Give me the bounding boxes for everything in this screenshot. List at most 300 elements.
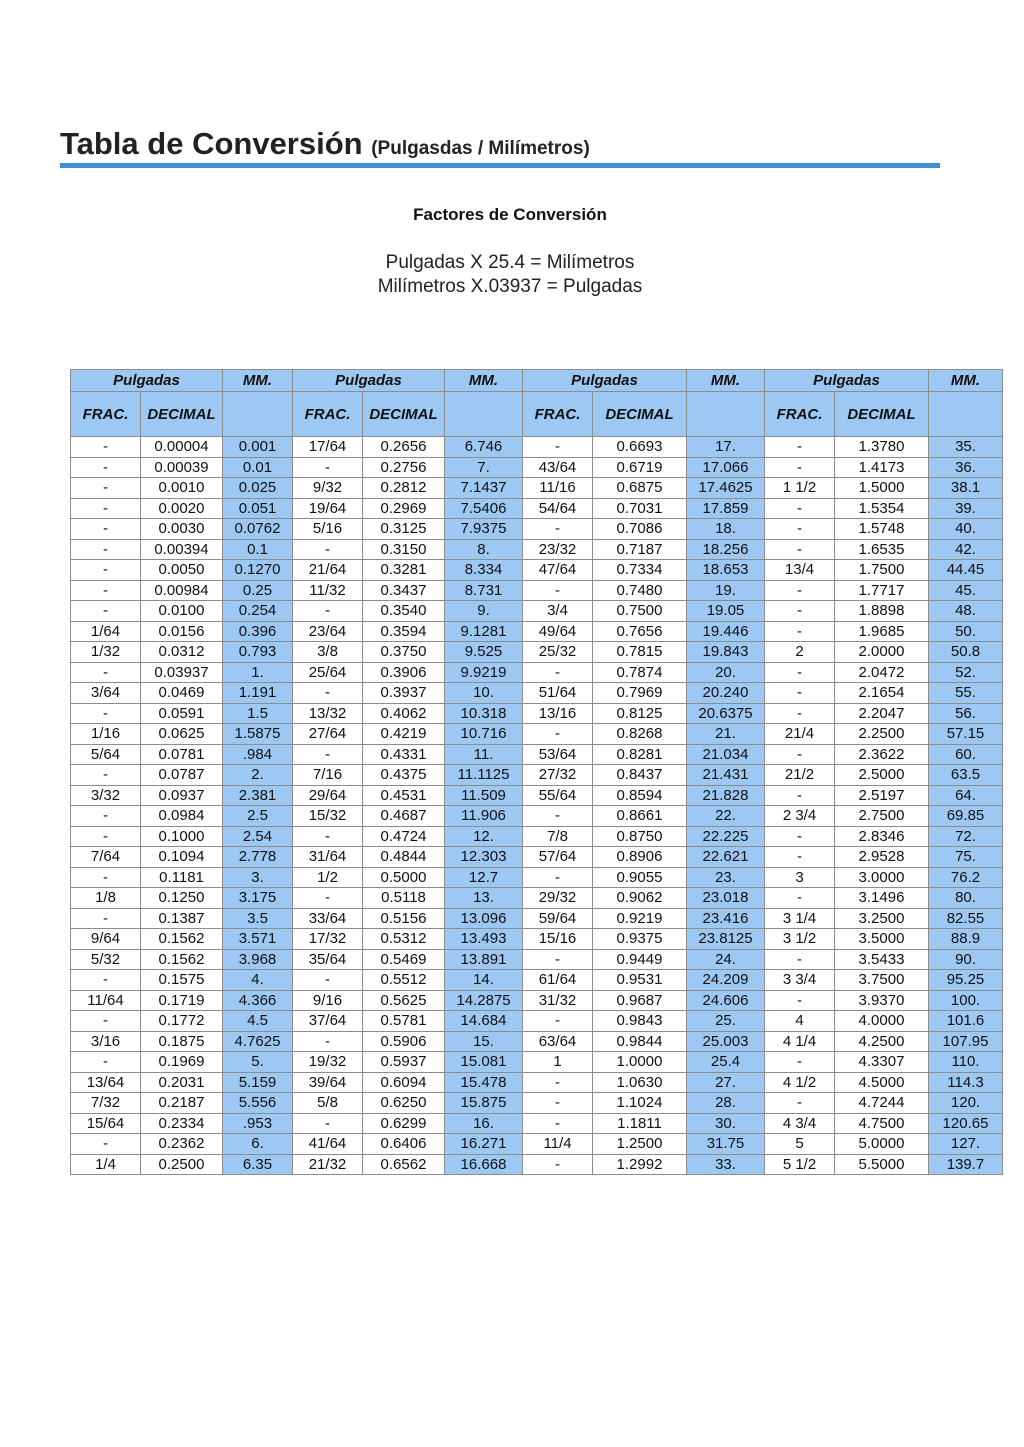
mm-cell-1: 5.159 bbox=[223, 1072, 293, 1093]
mm-cell-2: 11.1125 bbox=[445, 765, 523, 786]
decimal-cell-2: 0.2812 bbox=[363, 478, 445, 499]
mm-cell-4: 90. bbox=[929, 949, 1003, 970]
table-row bbox=[71, 1093, 1003, 1114]
mm-cell-1: 0.1 bbox=[223, 539, 293, 560]
decimal-cell-3: 0.8906 bbox=[593, 847, 687, 868]
mm-cell-4: 72. bbox=[929, 826, 1003, 847]
decimal-cell-4: 2.0472 bbox=[835, 662, 929, 683]
frac-cell-4: 4 1/2 bbox=[765, 1072, 835, 1093]
frac-cell-4: 4 1/4 bbox=[765, 1031, 835, 1052]
frac-cell-4: 3 1/2 bbox=[765, 929, 835, 950]
table-row bbox=[71, 580, 1003, 601]
mm-cell-2: 10. bbox=[445, 683, 523, 704]
decimal-cell-1: 0.1250 bbox=[141, 888, 223, 909]
decimal-cell-1: 0.0625 bbox=[141, 724, 223, 745]
decimal-cell-1: 0.0156 bbox=[141, 621, 223, 642]
group-header-4: Pulgadas bbox=[765, 370, 929, 392]
frac-cell-4: - bbox=[765, 662, 835, 683]
table-row bbox=[71, 478, 1003, 499]
mm-cell-3: 20.6375 bbox=[687, 703, 765, 724]
mm-cell-4: 52. bbox=[929, 662, 1003, 683]
mm-cell-1: 0.1270 bbox=[223, 560, 293, 581]
table-row bbox=[71, 1072, 1003, 1093]
frac-cell-4: - bbox=[765, 601, 835, 622]
decimal-cell-4: 2.3622 bbox=[835, 744, 929, 765]
mm-cell-3: 18. bbox=[687, 519, 765, 540]
mm-cell-2: 7.1437 bbox=[445, 478, 523, 499]
decimal-cell-2: 0.5156 bbox=[363, 908, 445, 929]
frac-cell-1: 1/32 bbox=[71, 642, 141, 663]
frac-cell-3: 25/32 bbox=[523, 642, 593, 663]
frac-cell-4: - bbox=[765, 437, 835, 458]
mm-cell-2: 8.334 bbox=[445, 560, 523, 581]
decimal-cell-2: 0.4331 bbox=[363, 744, 445, 765]
decimal-cell-4: 2.8346 bbox=[835, 826, 929, 847]
decimal-cell-2: 0.6562 bbox=[363, 1154, 445, 1175]
frac-cell-3: 53/64 bbox=[523, 744, 593, 765]
frac-cell-3: - bbox=[523, 580, 593, 601]
decimal-cell-3: 0.6875 bbox=[593, 478, 687, 499]
mm-cell-3: 21.034 bbox=[687, 744, 765, 765]
mm-cell-2: 11. bbox=[445, 744, 523, 765]
mm-cell-3: 20. bbox=[687, 662, 765, 683]
decimal-cell-4: 2.2500 bbox=[835, 724, 929, 745]
mm-cell-3: 21.828 bbox=[687, 785, 765, 806]
decimal-cell-2: 0.4531 bbox=[363, 785, 445, 806]
frac-cell-4: 1 1/2 bbox=[765, 478, 835, 499]
factor-inches-to-mm: Pulgadas X 25.4 = Milímetros bbox=[385, 252, 635, 273]
mm-cell-2: 16. bbox=[445, 1113, 523, 1134]
mm-cell-3: 24.209 bbox=[687, 970, 765, 991]
decimal-cell-3: 0.7874 bbox=[593, 662, 687, 683]
decimal-cell-1: 0.0030 bbox=[141, 519, 223, 540]
mm-cell-1: 6.35 bbox=[223, 1154, 293, 1175]
frac-cell-2: 19/32 bbox=[293, 1052, 363, 1073]
decimal-cell-4: 1.5354 bbox=[835, 498, 929, 519]
frac-cell-3: - bbox=[523, 867, 593, 888]
frac-cell-1: - bbox=[71, 1134, 141, 1155]
decimal-cell-1: 0.0591 bbox=[141, 703, 223, 724]
frac-cell-3: 54/64 bbox=[523, 498, 593, 519]
mm-cell-4: 40. bbox=[929, 519, 1003, 540]
frac-cell-2: 7/16 bbox=[293, 765, 363, 786]
decimal-cell-3: 1.2500 bbox=[593, 1134, 687, 1155]
decimal-cell-3: 1.1024 bbox=[593, 1093, 687, 1114]
frac-cell-2: 5/8 bbox=[293, 1093, 363, 1114]
table-row bbox=[71, 990, 1003, 1011]
frac-cell-3: - bbox=[523, 949, 593, 970]
frac-cell-3: 7/8 bbox=[523, 826, 593, 847]
frac-cell-1: - bbox=[71, 580, 141, 601]
decimal-cell-4: 4.7244 bbox=[835, 1093, 929, 1114]
frac-cell-3: - bbox=[523, 437, 593, 458]
mm-cell-1: 1.5 bbox=[223, 703, 293, 724]
frac-cell-1: 9/64 bbox=[71, 929, 141, 950]
decimal-cell-2: 0.4724 bbox=[363, 826, 445, 847]
decimal-cell-2: 0.4687 bbox=[363, 806, 445, 827]
decimal-cell-2: 0.5937 bbox=[363, 1052, 445, 1073]
table-row bbox=[71, 621, 1003, 642]
mm-cell-3: 18.256 bbox=[687, 539, 765, 560]
frac-cell-1: - bbox=[71, 908, 141, 929]
decimal-cell-4: 1.5000 bbox=[835, 478, 929, 499]
mm-cell-3: 17.4625 bbox=[687, 478, 765, 499]
table-row bbox=[71, 683, 1003, 704]
mm-cell-3: 19.843 bbox=[687, 642, 765, 663]
conversion-table bbox=[70, 369, 1003, 1175]
frac-cell-2: - bbox=[293, 1113, 363, 1134]
decimal-cell-3: 0.8281 bbox=[593, 744, 687, 765]
mm-cell-1: 2. bbox=[223, 765, 293, 786]
frac-cell-4: 3 bbox=[765, 867, 835, 888]
frac-cell-3: - bbox=[523, 1113, 593, 1134]
table-row bbox=[71, 1113, 1003, 1134]
frac-cell-4: - bbox=[765, 1052, 835, 1073]
decimal-cell-1: 0.1719 bbox=[141, 990, 223, 1011]
frac-cell-3: 63/64 bbox=[523, 1031, 593, 1052]
decimal-cell-1: 0.0781 bbox=[141, 744, 223, 765]
table-row bbox=[71, 457, 1003, 478]
decimal-cell-2: 0.3281 bbox=[363, 560, 445, 581]
mm-header-1: MM. bbox=[223, 370, 293, 392]
frac-header-4: FRAC. bbox=[765, 392, 835, 437]
decimal-cell-1: 0.0010 bbox=[141, 478, 223, 499]
table-row bbox=[71, 601, 1003, 622]
mm-cell-4: 56. bbox=[929, 703, 1003, 724]
decimal-cell-4: 3.9370 bbox=[835, 990, 929, 1011]
mm-cell-2: 12.303 bbox=[445, 847, 523, 868]
frac-cell-4: 21/4 bbox=[765, 724, 835, 745]
mm-subheader-1 bbox=[223, 392, 293, 437]
title-divider bbox=[60, 163, 940, 168]
decimal-header-4: DECIMAL bbox=[835, 392, 929, 437]
frac-cell-1: - bbox=[71, 1052, 141, 1073]
mm-cell-2: 8.731 bbox=[445, 580, 523, 601]
mm-cell-2: 15.478 bbox=[445, 1072, 523, 1093]
decimal-cell-4: 4.5000 bbox=[835, 1072, 929, 1093]
table-row bbox=[71, 847, 1003, 868]
mm-cell-4: 36. bbox=[929, 457, 1003, 478]
decimal-cell-3: 1.1811 bbox=[593, 1113, 687, 1134]
decimal-cell-4: 3.5433 bbox=[835, 949, 929, 970]
mm-cell-1: 2.5 bbox=[223, 806, 293, 827]
mm-cell-2: 12. bbox=[445, 826, 523, 847]
decimal-cell-3: 0.9531 bbox=[593, 970, 687, 991]
mm-cell-4: 48. bbox=[929, 601, 1003, 622]
decimal-cell-4: 1.7500 bbox=[835, 560, 929, 581]
frac-cell-2: 1/2 bbox=[293, 867, 363, 888]
mm-cell-1: 0.254 bbox=[223, 601, 293, 622]
mm-cell-1: 0.001 bbox=[223, 437, 293, 458]
frac-cell-2: 25/64 bbox=[293, 662, 363, 683]
decimal-cell-2: 0.2656 bbox=[363, 437, 445, 458]
frac-cell-2: 13/32 bbox=[293, 703, 363, 724]
decimal-cell-1: 0.0100 bbox=[141, 601, 223, 622]
frac-cell-1: 3/32 bbox=[71, 785, 141, 806]
mm-cell-4: 35. bbox=[929, 437, 1003, 458]
decimal-cell-3: 0.8594 bbox=[593, 785, 687, 806]
frac-cell-1: - bbox=[71, 601, 141, 622]
decimal-cell-4: 3.2500 bbox=[835, 908, 929, 929]
mm-cell-1: 0.396 bbox=[223, 621, 293, 642]
frac-cell-1: - bbox=[71, 826, 141, 847]
mm-cell-3: 23.018 bbox=[687, 888, 765, 909]
frac-cell-2: - bbox=[293, 457, 363, 478]
mm-cell-4: 39. bbox=[929, 498, 1003, 519]
mm-cell-3: 33. bbox=[687, 1154, 765, 1175]
decimal-cell-3: 0.6693 bbox=[593, 437, 687, 458]
decimal-cell-4: 5.5000 bbox=[835, 1154, 929, 1175]
mm-cell-1: .953 bbox=[223, 1113, 293, 1134]
mm-cell-4: 100. bbox=[929, 990, 1003, 1011]
table-row bbox=[71, 785, 1003, 806]
mm-subheader-4 bbox=[929, 392, 1003, 437]
table-row bbox=[71, 1052, 1003, 1073]
frac-cell-4: 2 bbox=[765, 642, 835, 663]
frac-cell-1: - bbox=[71, 498, 141, 519]
mm-header-4: MM. bbox=[929, 370, 1003, 392]
frac-cell-3: 27/32 bbox=[523, 765, 593, 786]
mm-cell-2: 9.1281 bbox=[445, 621, 523, 642]
mm-cell-1: 0.793 bbox=[223, 642, 293, 663]
decimal-cell-1: 0.2362 bbox=[141, 1134, 223, 1155]
frac-cell-3: 29/32 bbox=[523, 888, 593, 909]
frac-cell-2: 3/8 bbox=[293, 642, 363, 663]
decimal-cell-2: 0.5781 bbox=[363, 1011, 445, 1032]
frac-cell-1: 1/64 bbox=[71, 621, 141, 642]
mm-cell-3: 25.003 bbox=[687, 1031, 765, 1052]
decimal-cell-2: 0.4062 bbox=[363, 703, 445, 724]
frac-cell-3: 11/4 bbox=[523, 1134, 593, 1155]
frac-cell-2: 9/32 bbox=[293, 478, 363, 499]
frac-cell-1: 5/64 bbox=[71, 744, 141, 765]
decimal-cell-1: 0.2031 bbox=[141, 1072, 223, 1093]
table-row bbox=[71, 519, 1003, 540]
decimal-cell-4: 2.1654 bbox=[835, 683, 929, 704]
mm-cell-1: 0.025 bbox=[223, 478, 293, 499]
table-row bbox=[71, 970, 1003, 991]
mm-cell-2: 9.525 bbox=[445, 642, 523, 663]
decimal-cell-3: 0.9844 bbox=[593, 1031, 687, 1052]
frac-cell-3: 31/32 bbox=[523, 990, 593, 1011]
decimal-cell-2: 0.2756 bbox=[363, 457, 445, 478]
mm-cell-4: 42. bbox=[929, 539, 1003, 560]
decimal-cell-2: 0.4375 bbox=[363, 765, 445, 786]
mm-cell-1: 0.25 bbox=[223, 580, 293, 601]
mm-cell-1: 2.54 bbox=[223, 826, 293, 847]
decimal-cell-1: 0.1562 bbox=[141, 929, 223, 950]
frac-cell-4: - bbox=[765, 1093, 835, 1114]
mm-cell-2: 9. bbox=[445, 601, 523, 622]
frac-cell-1: 7/32 bbox=[71, 1093, 141, 1114]
decimal-cell-3: 0.9843 bbox=[593, 1011, 687, 1032]
frac-cell-2: - bbox=[293, 826, 363, 847]
decimal-cell-2: 0.2969 bbox=[363, 498, 445, 519]
decimal-cell-3: 0.9062 bbox=[593, 888, 687, 909]
mm-cell-2: 6.746 bbox=[445, 437, 523, 458]
frac-cell-1: 3/64 bbox=[71, 683, 141, 704]
mm-cell-3: 25.4 bbox=[687, 1052, 765, 1073]
decimal-cell-3: 1.0000 bbox=[593, 1052, 687, 1073]
frac-cell-2: - bbox=[293, 601, 363, 622]
mm-cell-1: 4.7625 bbox=[223, 1031, 293, 1052]
mm-cell-3: 19. bbox=[687, 580, 765, 601]
decimal-cell-4: 1.3780 bbox=[835, 437, 929, 458]
mm-cell-2: 16.668 bbox=[445, 1154, 523, 1175]
mm-cell-1: 3.968 bbox=[223, 949, 293, 970]
decimal-cell-2: 0.6406 bbox=[363, 1134, 445, 1155]
mm-cell-2: 15.875 bbox=[445, 1093, 523, 1114]
mm-cell-4: 82.55 bbox=[929, 908, 1003, 929]
mm-subheader-3 bbox=[687, 392, 765, 437]
decimal-header-3: DECIMAL bbox=[593, 392, 687, 437]
frac-cell-4: - bbox=[765, 785, 835, 806]
frac-cell-4: 5 1/2 bbox=[765, 1154, 835, 1175]
mm-cell-4: 63.5 bbox=[929, 765, 1003, 786]
mm-cell-2: 10.716 bbox=[445, 724, 523, 745]
mm-cell-1: 6. bbox=[223, 1134, 293, 1155]
title-main: Tabla de Conversión bbox=[60, 126, 363, 161]
decimal-cell-3: 0.8268 bbox=[593, 724, 687, 745]
decimal-cell-4: 3.1496 bbox=[835, 888, 929, 909]
table-row bbox=[71, 908, 1003, 929]
mm-cell-2: 15. bbox=[445, 1031, 523, 1052]
mm-header-2: MM. bbox=[445, 370, 523, 392]
frac-cell-2: 17/32 bbox=[293, 929, 363, 950]
table-row bbox=[71, 560, 1003, 581]
mm-header-3: MM. bbox=[687, 370, 765, 392]
mm-cell-4: 55. bbox=[929, 683, 1003, 704]
frac-cell-2: 21/64 bbox=[293, 560, 363, 581]
header-row-columns bbox=[71, 392, 1003, 437]
decimal-cell-4: 2.5000 bbox=[835, 765, 929, 786]
decimal-cell-2: 0.3594 bbox=[363, 621, 445, 642]
group-header-3: Pulgadas bbox=[523, 370, 687, 392]
mm-cell-2: 8. bbox=[445, 539, 523, 560]
decimal-cell-4: 1.5748 bbox=[835, 519, 929, 540]
frac-cell-2: - bbox=[293, 1031, 363, 1052]
decimal-cell-3: 0.7815 bbox=[593, 642, 687, 663]
decimal-header-1: DECIMAL bbox=[141, 392, 223, 437]
mm-cell-4: 64. bbox=[929, 785, 1003, 806]
decimal-cell-4: 1.9685 bbox=[835, 621, 929, 642]
mm-cell-4: 45. bbox=[929, 580, 1003, 601]
frac-cell-4: 4 3/4 bbox=[765, 1113, 835, 1134]
frac-cell-4: - bbox=[765, 990, 835, 1011]
mm-cell-1: 3.571 bbox=[223, 929, 293, 950]
frac-cell-4: - bbox=[765, 888, 835, 909]
mm-cell-2: 14. bbox=[445, 970, 523, 991]
frac-cell-3: 57/64 bbox=[523, 847, 593, 868]
decimal-cell-4: 1.6535 bbox=[835, 539, 929, 560]
mm-cell-4: 88.9 bbox=[929, 929, 1003, 950]
mm-cell-1: 4. bbox=[223, 970, 293, 991]
decimal-cell-3: 0.9687 bbox=[593, 990, 687, 1011]
frac-cell-3: 59/64 bbox=[523, 908, 593, 929]
decimal-cell-3: 0.7500 bbox=[593, 601, 687, 622]
frac-cell-3: 1 bbox=[523, 1052, 593, 1073]
mm-cell-3: 27. bbox=[687, 1072, 765, 1093]
decimal-cell-2: 0.3437 bbox=[363, 580, 445, 601]
frac-cell-2: - bbox=[293, 744, 363, 765]
decimal-cell-3: 0.8661 bbox=[593, 806, 687, 827]
frac-cell-3: - bbox=[523, 1072, 593, 1093]
mm-cell-3: 17.066 bbox=[687, 457, 765, 478]
table-row bbox=[71, 806, 1003, 827]
decimal-cell-3: 0.6719 bbox=[593, 457, 687, 478]
table-row bbox=[71, 498, 1003, 519]
factors-heading: Factores de Conversión bbox=[413, 205, 607, 224]
decimal-cell-4: 2.9528 bbox=[835, 847, 929, 868]
decimal-cell-4: 4.2500 bbox=[835, 1031, 929, 1052]
decimal-cell-1: 0.03937 bbox=[141, 662, 223, 683]
decimal-cell-1: 0.00394 bbox=[141, 539, 223, 560]
mm-cell-3: 21.431 bbox=[687, 765, 765, 786]
table-row bbox=[71, 949, 1003, 970]
frac-cell-3: 13/16 bbox=[523, 703, 593, 724]
decimal-cell-3: 0.9055 bbox=[593, 867, 687, 888]
mm-cell-1: 5. bbox=[223, 1052, 293, 1073]
frac-cell-2: 37/64 bbox=[293, 1011, 363, 1032]
header-row-groups bbox=[71, 370, 1003, 392]
decimal-cell-3: 0.7187 bbox=[593, 539, 687, 560]
title-subtitle: (Pulgasdas / Milímetros) bbox=[371, 138, 590, 159]
decimal-cell-1: 0.0050 bbox=[141, 560, 223, 581]
mm-cell-2: 13.096 bbox=[445, 908, 523, 929]
mm-cell-4: 50.8 bbox=[929, 642, 1003, 663]
frac-cell-2: - bbox=[293, 970, 363, 991]
frac-cell-3: - bbox=[523, 1154, 593, 1175]
mm-cell-1: 3. bbox=[223, 867, 293, 888]
decimal-cell-2: 0.5512 bbox=[363, 970, 445, 991]
frac-cell-1: 15/64 bbox=[71, 1113, 141, 1134]
frac-cell-1: 13/64 bbox=[71, 1072, 141, 1093]
mm-cell-4: 69.85 bbox=[929, 806, 1003, 827]
frac-cell-4: - bbox=[765, 498, 835, 519]
mm-cell-4: 114.3 bbox=[929, 1072, 1003, 1093]
frac-cell-3: - bbox=[523, 1011, 593, 1032]
decimal-cell-4: 1.4173 bbox=[835, 457, 929, 478]
group-header-2: Pulgadas bbox=[293, 370, 445, 392]
decimal-cell-3: 0.7480 bbox=[593, 580, 687, 601]
mm-cell-1: 2.381 bbox=[223, 785, 293, 806]
mm-cell-3: 22. bbox=[687, 806, 765, 827]
mm-cell-1: 3.175 bbox=[223, 888, 293, 909]
mm-cell-2: 15.081 bbox=[445, 1052, 523, 1073]
mm-cell-3: 23.416 bbox=[687, 908, 765, 929]
decimal-cell-1: 0.1575 bbox=[141, 970, 223, 991]
table-row bbox=[71, 765, 1003, 786]
decimal-cell-1: 0.0469 bbox=[141, 683, 223, 704]
mm-cell-3: 30. bbox=[687, 1113, 765, 1134]
mm-cell-4: 75. bbox=[929, 847, 1003, 868]
decimal-cell-2: 0.5000 bbox=[363, 867, 445, 888]
mm-cell-2: 13.493 bbox=[445, 929, 523, 950]
decimal-cell-1: 0.00984 bbox=[141, 580, 223, 601]
frac-cell-3: 61/64 bbox=[523, 970, 593, 991]
mm-cell-2: 13.891 bbox=[445, 949, 523, 970]
page-title bbox=[60, 126, 590, 162]
mm-cell-2: 7.5406 bbox=[445, 498, 523, 519]
mm-cell-3: 21. bbox=[687, 724, 765, 745]
mm-cell-3: 17. bbox=[687, 437, 765, 458]
mm-cell-2: 9.9219 bbox=[445, 662, 523, 683]
frac-cell-2: 5/16 bbox=[293, 519, 363, 540]
frac-cell-4: - bbox=[765, 703, 835, 724]
mm-cell-3: 23.8125 bbox=[687, 929, 765, 950]
table-row bbox=[71, 642, 1003, 663]
table-row bbox=[71, 703, 1003, 724]
